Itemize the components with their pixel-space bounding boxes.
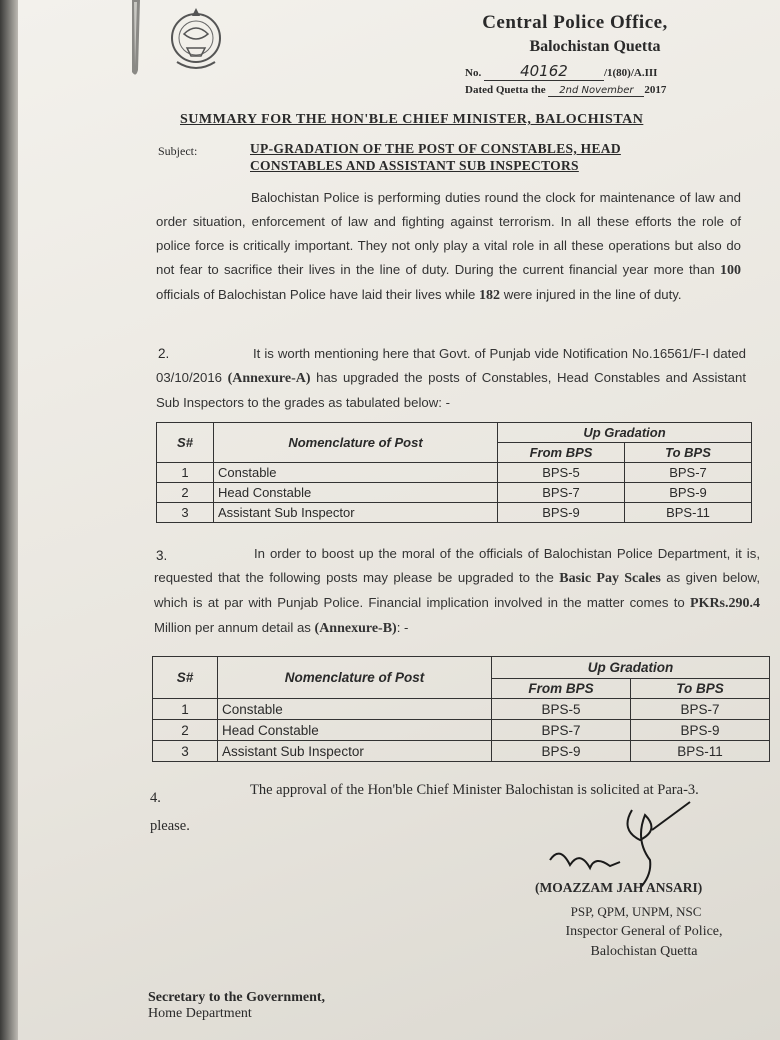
col-to-header: To BPS [631, 679, 770, 699]
col-from-header: From BPS [492, 679, 631, 699]
no-value: 40162 [520, 62, 568, 80]
col-sno-header: S# [157, 423, 214, 463]
cell-post: Assistant Sub Inspector [218, 741, 492, 762]
letterhead [430, 12, 720, 56]
dated-label: Dated Quetta the [465, 84, 546, 96]
office-location: Balochistan Quetta [529, 38, 661, 55]
cell-from: BPS-7 [498, 483, 625, 503]
dated-line [465, 84, 666, 97]
para4-text: The approval of the Hon'ble Chief Minister Balochistan is solicited at Para-3. [250, 782, 699, 798]
para2-number: 2. [158, 346, 170, 361]
recipient-line-2: Home Department [148, 1006, 252, 1021]
col-to-header: To BPS [625, 443, 752, 463]
upgradation-table-proposed [152, 656, 770, 762]
col-sno-header: S# [153, 657, 218, 699]
cell-to: BPS-9 [625, 483, 752, 503]
reference-number-line [465, 62, 657, 81]
cell-to: BPS-11 [631, 741, 770, 762]
cell-post: Head Constable [218, 720, 492, 741]
table-row [157, 483, 752, 503]
signatory-designation: Inspector General of Police, [565, 924, 723, 939]
signatory-awards: PSP, QPM, UNPM, NSC [570, 904, 702, 919]
office-name: Central Police Office, [482, 12, 668, 33]
table-row [157, 463, 752, 483]
cell-sno: 2 [153, 720, 218, 741]
para3-annexure: (Annexure-B) [314, 621, 397, 636]
para3-bold-amount: PKRs.290.4 [690, 596, 760, 611]
recipient-line-1: Secretary to the Government, [148, 990, 326, 1005]
col-post-header: Nomenclature of Post [214, 423, 498, 463]
upgradation-table-punjab [156, 422, 752, 523]
col-post-header: Nomenclature of Post [218, 657, 492, 699]
cell-sno: 3 [157, 503, 214, 523]
dated-value: 2nd November [559, 85, 634, 96]
no-suffix: /1(80)/A.III [603, 67, 658, 79]
table-row [153, 741, 770, 762]
signatory-name: (MOAZZAM JAH ANSARI) [535, 880, 703, 895]
para1-text-b: officials of Balochistan Police have laid their lives while [156, 287, 480, 302]
cell-sno: 1 [153, 699, 218, 720]
cell-to: BPS-11 [625, 503, 752, 523]
para2-annexure: (Annexure-A) [227, 371, 311, 386]
cell-to: BPS-9 [631, 720, 770, 741]
paragraph-3 [154, 542, 760, 641]
para3-number: 3. [156, 548, 168, 563]
para1-bold-injured: 182 [479, 288, 501, 303]
cell-post: Assistant Sub Inspector [214, 503, 498, 523]
subject-text: UP-GRADATION OF THE POST OF CONSTABLES, HEAD CONSTABLES AND ASSISTANT SUB INSPECTORS [250, 141, 621, 173]
cell-from: BPS-5 [492, 699, 631, 720]
paragraph-2 [156, 342, 746, 415]
subject-label: Subject: [158, 144, 198, 158]
cell-sno: 2 [157, 483, 214, 503]
cell-from: BPS-7 [492, 720, 631, 741]
dated-year: 2017 [644, 84, 667, 96]
handwritten-signature [540, 800, 710, 890]
para3-bold-bps: Basic Pay Scales [559, 571, 661, 586]
page-edge-shadow [0, 0, 18, 1040]
para3-text-b: as given below, which is at par with Punjab Police. Financial implication involved in the matter comes to [154, 570, 761, 610]
no-value-field [484, 62, 604, 81]
police-crest-emblem [165, 4, 227, 76]
recipient-block [148, 990, 325, 1022]
cell-from: BPS-9 [492, 741, 631, 762]
para3-text-c: Million per annum detail as [154, 620, 315, 635]
col-upgradation-header: Up Gradation [492, 657, 770, 679]
cell-post: Constable [218, 699, 492, 720]
para1-text-c: were injured in the line of duty. [500, 287, 682, 302]
cell-from: BPS-5 [498, 463, 625, 483]
para4-continuation: please. [150, 818, 190, 834]
cell-from: BPS-9 [498, 503, 625, 523]
para2-text-b: has upgraded the posts of Constables, Head Constables and Assistant Sub Inspectors to the grades as tabulated below: - [156, 370, 746, 410]
summary-title: SUMMARY FOR THE HON'BLE CHIEF MINISTER, BALOCHISTAN [180, 112, 644, 127]
col-upgradation-header: Up Gradation [498, 423, 752, 443]
cell-to: BPS-7 [625, 463, 752, 483]
table-row [157, 503, 752, 523]
para4-number: 4. [150, 790, 161, 806]
cell-post: Constable [214, 463, 498, 483]
table-row [153, 699, 770, 720]
cell-post: Head Constable [214, 483, 498, 503]
paragraph-1 [156, 186, 741, 308]
dated-value-field [548, 84, 644, 97]
para1-text-a: Balochistan Police is performing duties round the clock for maintenance of law and order situation, enforcement of law and fighting against terrorism. In all these efforts the role of police force is critically important. They not only play a vital role in all these operations but also do not fear to sacrifice their lives in the line of duty. During the current financial year more than [156, 190, 741, 277]
para3-text-a: In order to boost up the moral of the officials of Balochistan Police Department, it is, requested that the following posts may please be upgraded to the [154, 546, 760, 585]
para3-text-d: : - [396, 620, 409, 635]
pen-clip-icon [122, 0, 152, 80]
col-from-header: From BPS [498, 443, 625, 463]
para1-bold-count: 100 [720, 263, 741, 278]
cell-sno: 1 [157, 463, 214, 483]
cell-to: BPS-7 [631, 699, 770, 720]
no-label: No. [465, 67, 482, 79]
signatory-place: Balochistan Quetta [590, 944, 698, 959]
cell-sno: 3 [153, 741, 218, 762]
table-row [153, 720, 770, 741]
para2-text-a: It is worth mentioning here that Govt. of Punjab vide Notification No.16561/F-I dated 03/10/2016 [156, 346, 746, 385]
